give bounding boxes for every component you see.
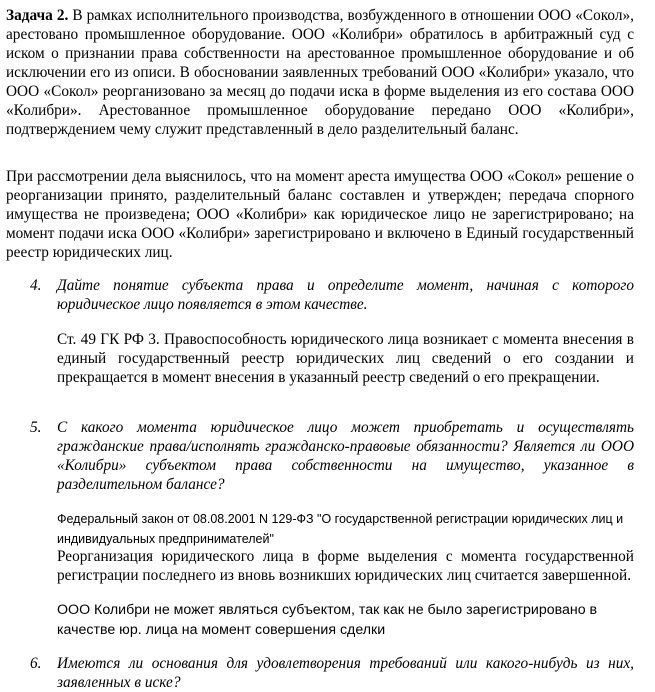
task-text: В рамках исполнительного производства, возбужденного в отношении ООО «Сокол», арестовано промышленное оборудование. ООО «Колибри» обратилось в арбитражный суд с иском о признании права собственности на арестованное промышленное оборудование и об исключении его из описи. В обосновании заявленных требований ООО «Колибри» указало, что ООО «Сокол» реорганизовано за месяц до подачи иска в форме выделения из его состава ООО «Колибри». Арестованное промышленное оборудование передано ООО «Колибри», подтверждением чему служит представленный в дело разделительный баланс. <box>6 7 634 138</box>
question-6-text: Имеются ли основания для удовлетворения требований или какого-нибудь из них, заявленных в иске? <box>57 655 634 691</box>
question-6-number: 6. <box>30 655 42 672</box>
answer-4: Ст. 49 ГК РФ 3. Правоспособность юридического лица возникает с момента внесения в единый государственный реестр юридических лиц сведений о его создании и прекращается в момент внесения в указанный реестр сведений о его прекращении. <box>57 331 634 386</box>
answer-5-note: ООО Колибри не может являться субъектом, так как не было зарегистрировано в качестве юр. лица на момент совершения сделки <box>57 602 598 638</box>
task-label: Задача 2. <box>6 7 69 24</box>
answer-5-text: Реорганизация юридического лица в форме выделения с момента государственной регистрации последнего из вновь возникших юридических лиц считается завершенной. <box>57 548 634 584</box>
question-4 <box>30 276 634 314</box>
question-5-number: 5. <box>30 419 42 436</box>
question-6 <box>30 654 634 692</box>
answer-5-law-reference: Федеральный закон от 08.08.2001 N 129-ФЗ "О государственной регистрации юридических лиц и индивидуальных предпринимателей" <box>57 512 624 546</box>
question-4-text: Дайте понятие субъекта права и определите момент, начиная с которого юридическое лицо появляется в этом качестве. <box>57 277 634 313</box>
question-5-text: С какого момента юридическое лицо может приобретать и осуществлять гражданские права/исполнять гражданско-правовые обязанности? Является ли ООО «Колибри» субъектом права собственности на имущество, указанное в разделительном балансе? <box>57 419 634 493</box>
facts-paragraph: При рассмотрении дела выяснилось, что на момент ареста имущества ООО «Сокол» решение о реорганизации принято, разделительный баланс составлен и утвержден; передача спорного имущества не произведена; ООО «Колибри» как юридическое лицо не зарегистрировано; на момент подачи иска ООО «Колибри» зарегистрировано и включено в Единый государственный реестр юридических лиц. <box>6 168 634 261</box>
task-paragraph <box>6 6 634 139</box>
question-5 <box>30 418 634 494</box>
question-4-number: 4. <box>30 277 42 294</box>
